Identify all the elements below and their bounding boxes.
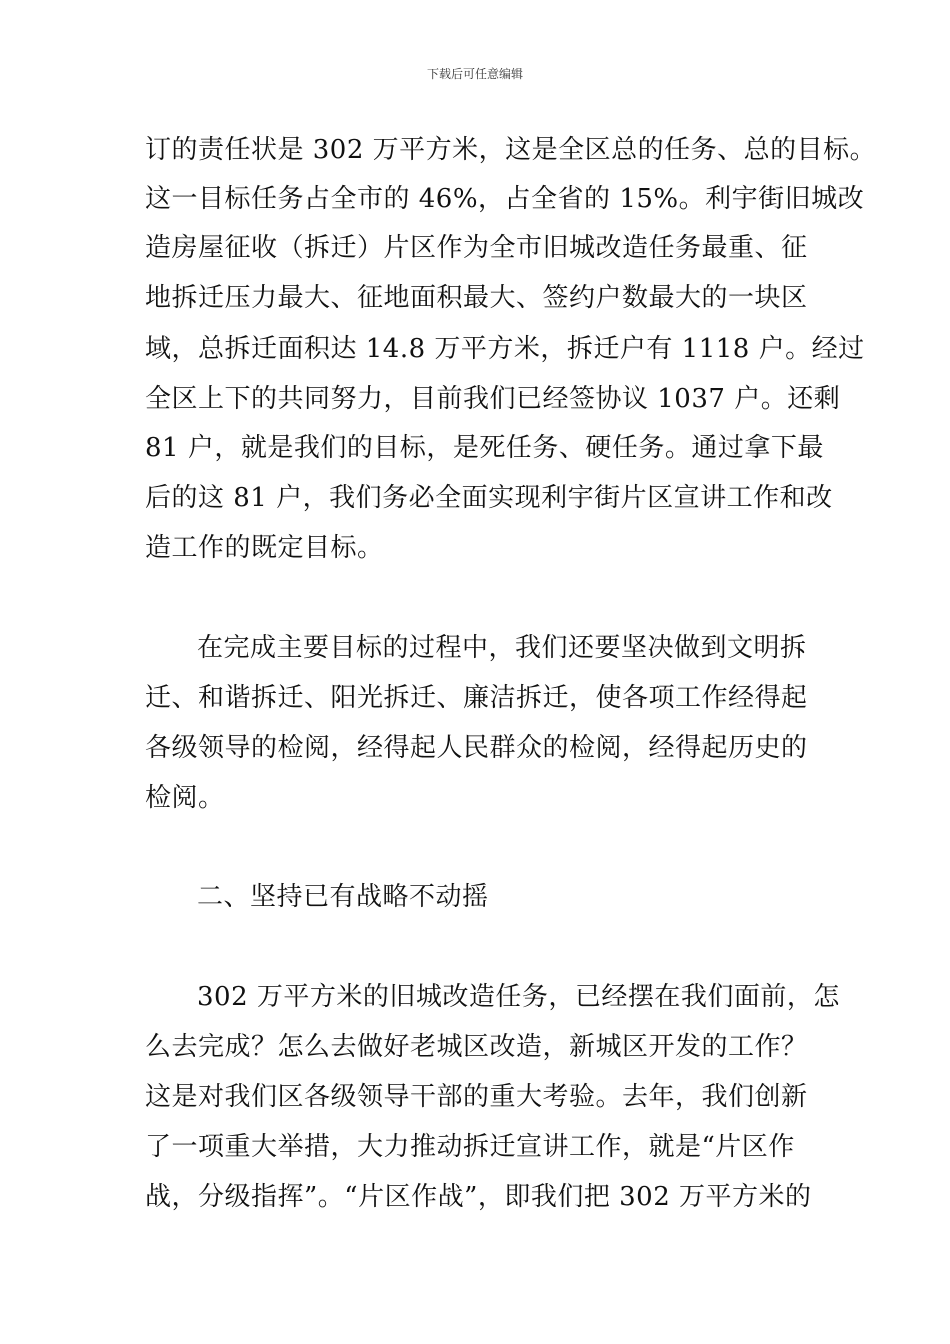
paragraph-3-line-3: 这是对我们区各级领导干部的重大考验。去年，我们创新 [145, 1082, 808, 1112]
paragraph-1-line-9: 造工作的既定目标。 [145, 533, 384, 563]
section-heading: 二、坚持已有战略不动摇 [197, 882, 489, 912]
paragraph-1-line-6: 全区上下的共同努力，目前我们已经签协议 1037 户。还剩 [145, 384, 841, 414]
paragraph-1-line-3: 造房屋征收（拆迁）片区作为全市旧城改造任务最重、征 [145, 233, 808, 263]
page-header: 下载后可任意编辑 [426, 67, 523, 81]
paragraph-2-line-4: 检阅。 [145, 783, 225, 813]
paragraph-3-line-5: 战，分级指挥”。“片区作战”，即我们把 302 万平方米的 [145, 1182, 812, 1212]
paragraph-3-line-2: 么去完成？怎么去做好老城区改造，新城区开发的工作？ [145, 1032, 808, 1062]
paragraph-1-line-7: 81 户，就是我们的目标，是死任务、硬任务。通过拿下最 [145, 433, 824, 463]
paragraph-2-line-1: 在完成主要目标的过程中，我们还要坚决做到文明拆 [197, 633, 807, 663]
paragraph-3-line-4: 了一项重大举措，大力推动拆迁宣讲工作，就是“片区作 [145, 1132, 795, 1162]
paragraph-1-line-1: 订的责任状是 302 万平方米，这是全区总的任务、总的目标。 [145, 135, 877, 165]
paragraph-3-line-1: 302 万平方米的旧城改造任务，已经摆在我们面前，怎 [197, 982, 840, 1012]
paragraph-1-line-4: 地拆迁压力最大、征地面积最大、签约户数最大的一块区 [145, 283, 808, 313]
paragraph-1-line-2: 这一目标任务占全市的 46%，占全省的 15%。利宇街旧城改 [145, 184, 865, 214]
paragraph-2-line-2: 迁、和谐拆迁、阳光拆迁、廉洁拆迁，使各项工作经得起 [145, 683, 808, 713]
paragraph-1-line-8: 后的这 81 户，我们务必全面实现利宇街片区宣讲工作和改 [145, 483, 833, 513]
paragraph-1-line-5: 域，总拆迁面积达 14.8 万平方米，拆迁户有 1118 户。经过 [145, 334, 865, 364]
paragraph-2-line-3: 各级领导的检阅，经得起人民群众的检阅，经得起历史的 [145, 733, 808, 763]
